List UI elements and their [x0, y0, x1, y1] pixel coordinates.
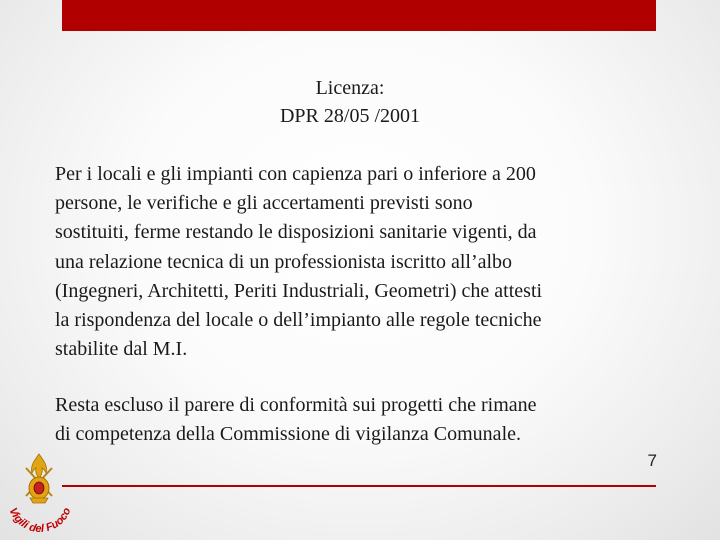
paragraph-2-line: Resta escluso il parere di conformità sui progetti che rimane — [55, 394, 537, 416]
page-number: 7 — [647, 451, 657, 470]
paragraph-1-line: persone, le verifiche e gli accertamenti previsti sono — [55, 192, 473, 215]
title-line-1: Licenza: — [315, 77, 385, 99]
slide-title — [230, 74, 470, 130]
paragraph-2 — [55, 391, 655, 449]
flame-grenade-icon — [26, 454, 52, 503]
paragraph-1-line: sostituiti, ferme restando le disposizioni sanitarie vigenti, da — [55, 221, 537, 244]
bottom-divider — [62, 485, 656, 487]
title-line-2: DPR 28/05 /2001 — [279, 105, 421, 127]
vigili-del-fuoco-logo — [0, 448, 78, 540]
paragraph-1-line: stabilite dal M.I. — [55, 338, 188, 361]
top-accent-bar — [62, 0, 656, 31]
paragraph-1 — [55, 160, 655, 364]
paragraph-1-line: la rispondenza del locale o dell’impianto alle regole tecniche — [55, 309, 542, 332]
paragraph-1-line: (Ingegneri, Architetti, Periti Industriali, Geometri) che attesti — [55, 279, 543, 302]
paragraph-1-line: una relazione tecnica di un professionista iscritto all’albo — [55, 250, 513, 273]
logo-text: Vigili del Fuoco — [6, 506, 74, 536]
paragraph-2-line: di competenza della Commissione di vigilanza Comunale. — [55, 423, 521, 446]
paragraph-1-line: Per i locali e gli impianti con capienza pari o inferiore a 200 — [55, 163, 536, 185]
